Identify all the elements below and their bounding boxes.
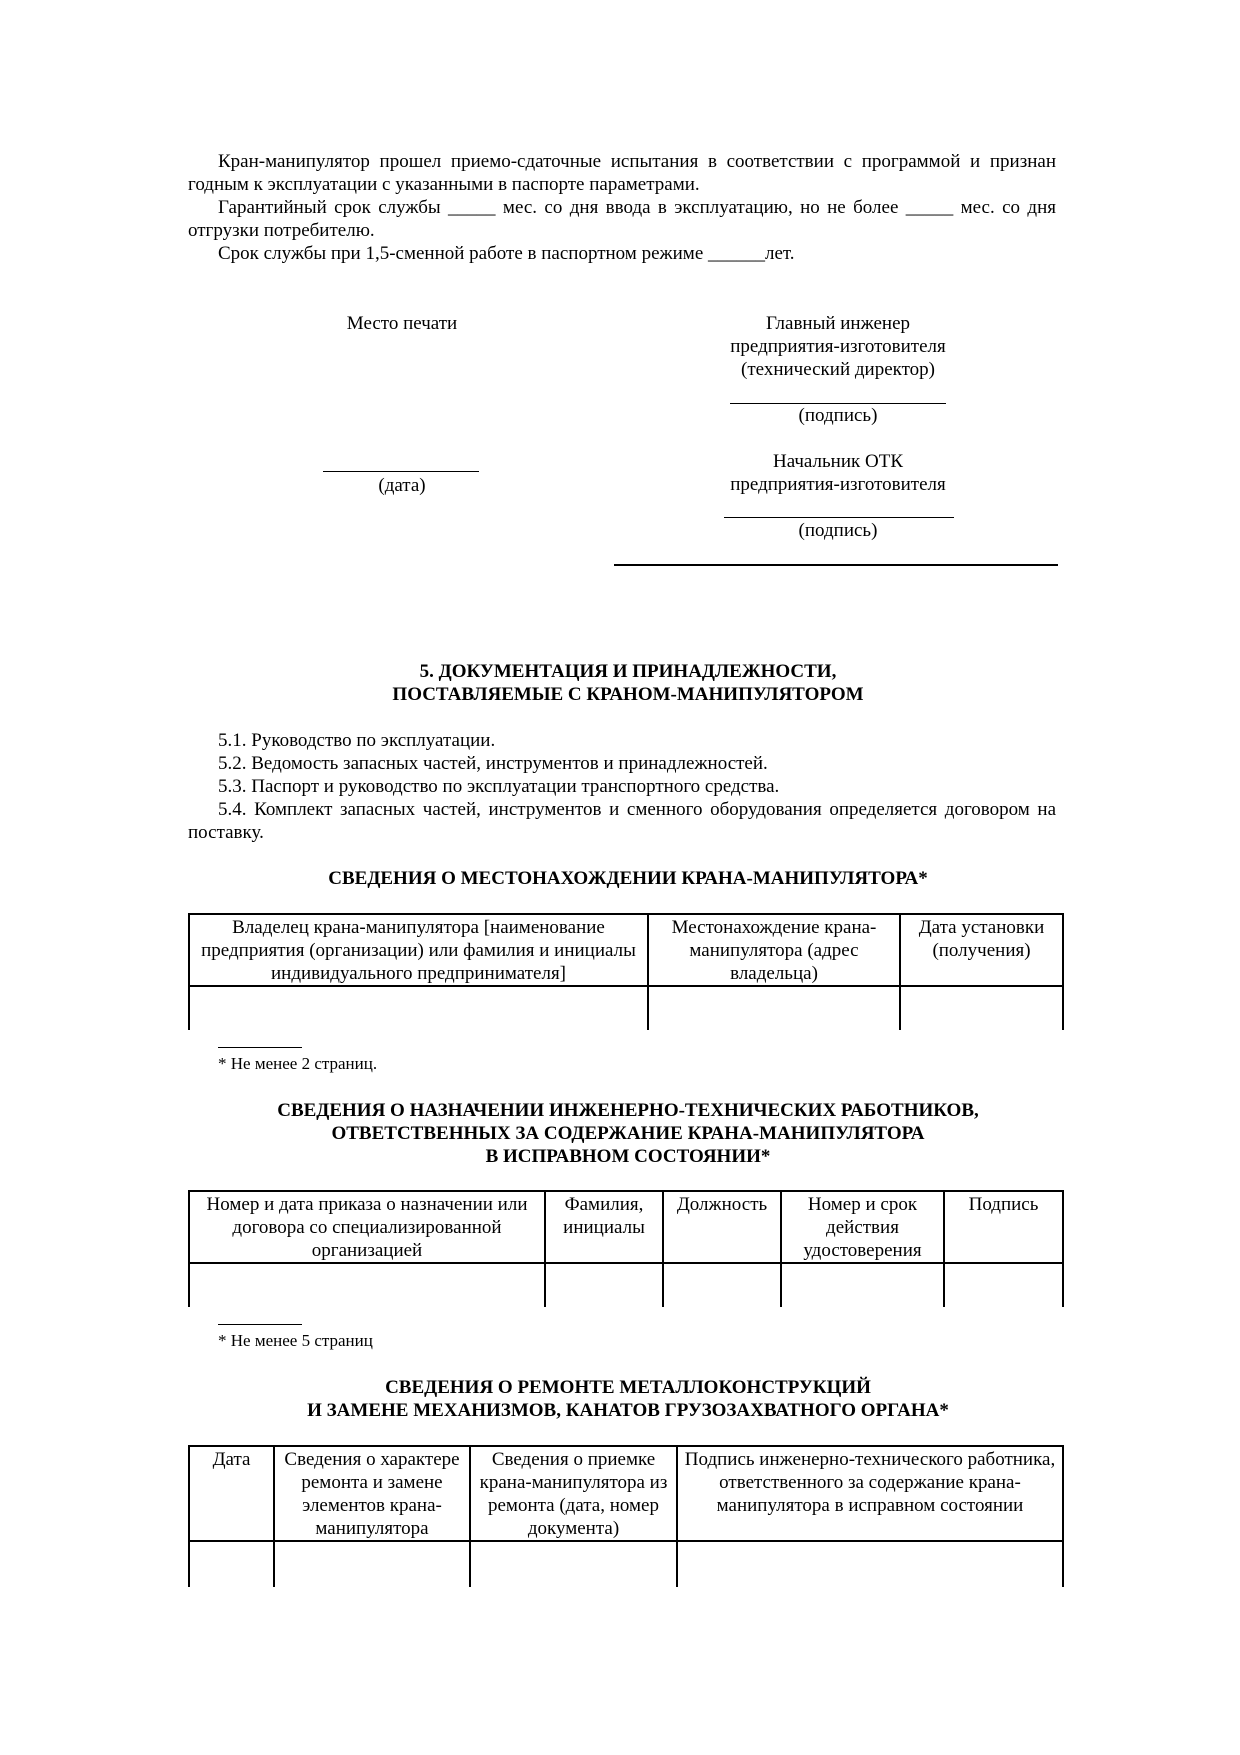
repairs-cell-date[interactable] [189, 1541, 274, 1587]
engineers-title-line-1: СВЕДЕНИЯ О НАЗНАЧЕНИИ ИНЖЕНЕРНО-ТЕХНИЧЕСКИХ РАБОТНИКОВ, [277, 1100, 979, 1121]
otk-head-line-1: Начальник ОТК [772, 451, 903, 472]
warranty-paragraph: Гарантийный срок службы _____ мес. со дня ввода в эксплуатацию, но не более _____ мес. со дня отгрузки потребителю. [188, 197, 1056, 241]
repairs-title-line-2: И ЗАМЕНЕ МЕХАНИЗМОВ, КАНАТОВ ГРУЗОЗАХВАТНОГО ОРГАНА* [307, 1400, 949, 1421]
acceptance-paragraph-1: Кран-манипулятор прошел приемо-сдаточные испытания в соответствии с программой и признан годным к эксплуатации с указанными в паспорте параметрами. [188, 151, 1056, 195]
engineers-header-signature: Подпись [944, 1191, 1063, 1263]
engineers-footnote-rule [218, 1324, 302, 1325]
chief-engineer-signature-label: (подпись) [798, 405, 878, 426]
repairs-header-signature: Подпись инженерно-технического работника, ответственного за содержание крана-манипулятора в исправном состоянии [677, 1446, 1063, 1541]
date-label: (дата) [378, 475, 426, 496]
repairs-title-line-1: СВЕДЕНИЯ О РЕМОНТЕ МЕТАЛЛОКОНСТРУКЦИЙ [385, 1377, 871, 1398]
repairs-cell-acceptance[interactable] [470, 1541, 677, 1587]
section-5-item-4: 5.4. Комплект запасных частей, инструментов и сменного оборудования определяется договором на поставку. [188, 799, 1056, 843]
repairs-header-acceptance: Сведения о приемке крана-манипулятора из ремонта (дата, номер документа) [470, 1446, 677, 1541]
repairs-cell-signature[interactable] [677, 1541, 1063, 1587]
otk-head-signature-label: (подпись) [798, 520, 878, 541]
engineers-cell-name[interactable] [545, 1263, 663, 1307]
chief-engineer-line-3: (технический директор) [741, 359, 935, 380]
engineers-cell-order[interactable] [189, 1263, 545, 1307]
engineers-cell-certificate[interactable] [781, 1263, 944, 1307]
engineers-header-order: Номер и дата приказа о назначении или договора со специализированной организацией [189, 1191, 545, 1263]
section-5-title-line-2: ПОСТАВЛЯЕМЫЕ С КРАНОМ-МАНИПУЛЯТОРОМ [392, 684, 864, 705]
chief-engineer-block [678, 312, 998, 381]
otk-head-line-2: предприятия-изготовителя [730, 474, 946, 495]
location-cell-owner[interactable] [189, 986, 648, 1030]
location-table [188, 913, 1064, 1030]
engineers-cell-position[interactable] [663, 1263, 781, 1307]
repairs-table [188, 1445, 1064, 1587]
otk-head-signature-line [724, 517, 954, 518]
engineers-header-position: Должность [663, 1191, 781, 1263]
engineers-title [188, 1099, 1068, 1168]
engineers-cell-signature[interactable] [944, 1263, 1063, 1307]
stamp-place-label: Место печати [346, 313, 458, 334]
repairs-header-date: Дата [189, 1446, 274, 1541]
repairs-header-repair-info: Сведения о характере ремонта и замене элементов крана-манипулятора [274, 1446, 470, 1541]
location-cell-address[interactable] [648, 986, 900, 1030]
engineers-title-line-3: В ИСПРАВНОМ СОСТОЯНИИ* [485, 1146, 771, 1167]
section-separator-rule [614, 564, 1058, 566]
service-life-paragraph: Срок службы при 1,5-сменной работе в паспортном режиме ______лет. [218, 243, 795, 264]
engineers-header-name: Фамилия, инициалы [545, 1191, 663, 1263]
date-line [323, 471, 479, 472]
repairs-title [188, 1376, 1068, 1422]
chief-engineer-line-1: Главный инженер [765, 313, 911, 334]
chief-engineer-line-2: предприятия-изготовителя [730, 336, 946, 357]
section-5-item-2: 5.2. Ведомость запасных частей, инструментов и принадлежностей. [218, 753, 768, 774]
location-header-date: Дата установки (получения) [900, 914, 1063, 986]
location-header-owner: Владелец крана-манипулятора [наименование предприятия (организации) или фамилия и инициалы индивидуального предпринимателя] [189, 914, 648, 986]
section-5-item-1: 5.1. Руководство по эксплуатации. [218, 730, 496, 751]
repairs-cell-repair-info[interactable] [274, 1541, 470, 1587]
engineers-table [188, 1190, 1064, 1307]
engineers-header-certificate: Номер и срок действия удостоверения [781, 1191, 944, 1263]
location-cell-date[interactable] [900, 986, 1063, 1030]
engineers-title-line-2: ОТВЕТСТВЕННЫХ ЗА СОДЕРЖАНИЕ КРАНА-МАНИПУЛЯТОРА [331, 1123, 925, 1144]
otk-head-block [678, 450, 998, 496]
location-header-address: Местонахождение крана-манипулятора (адрес владельца) [648, 914, 900, 986]
section-5-title-line-1: 5. ДОКУМЕНТАЦИЯ И ПРИНАДЛЕЖНОСТИ, [419, 661, 837, 682]
location-footnote: * Не менее 2 страниц. [218, 1054, 378, 1073]
location-footnote-rule [218, 1047, 302, 1048]
section-5-item-3: 5.3. Паспорт и руководство по эксплуатации транспортного средства. [218, 776, 780, 797]
engineers-footnote: * Не менее 5 страниц [218, 1331, 373, 1350]
location-title: СВЕДЕНИЯ О МЕСТОНАХОЖДЕНИИ КРАНА-МАНИПУЛЯТОРА* [328, 868, 928, 889]
section-5-title [188, 660, 1068, 706]
